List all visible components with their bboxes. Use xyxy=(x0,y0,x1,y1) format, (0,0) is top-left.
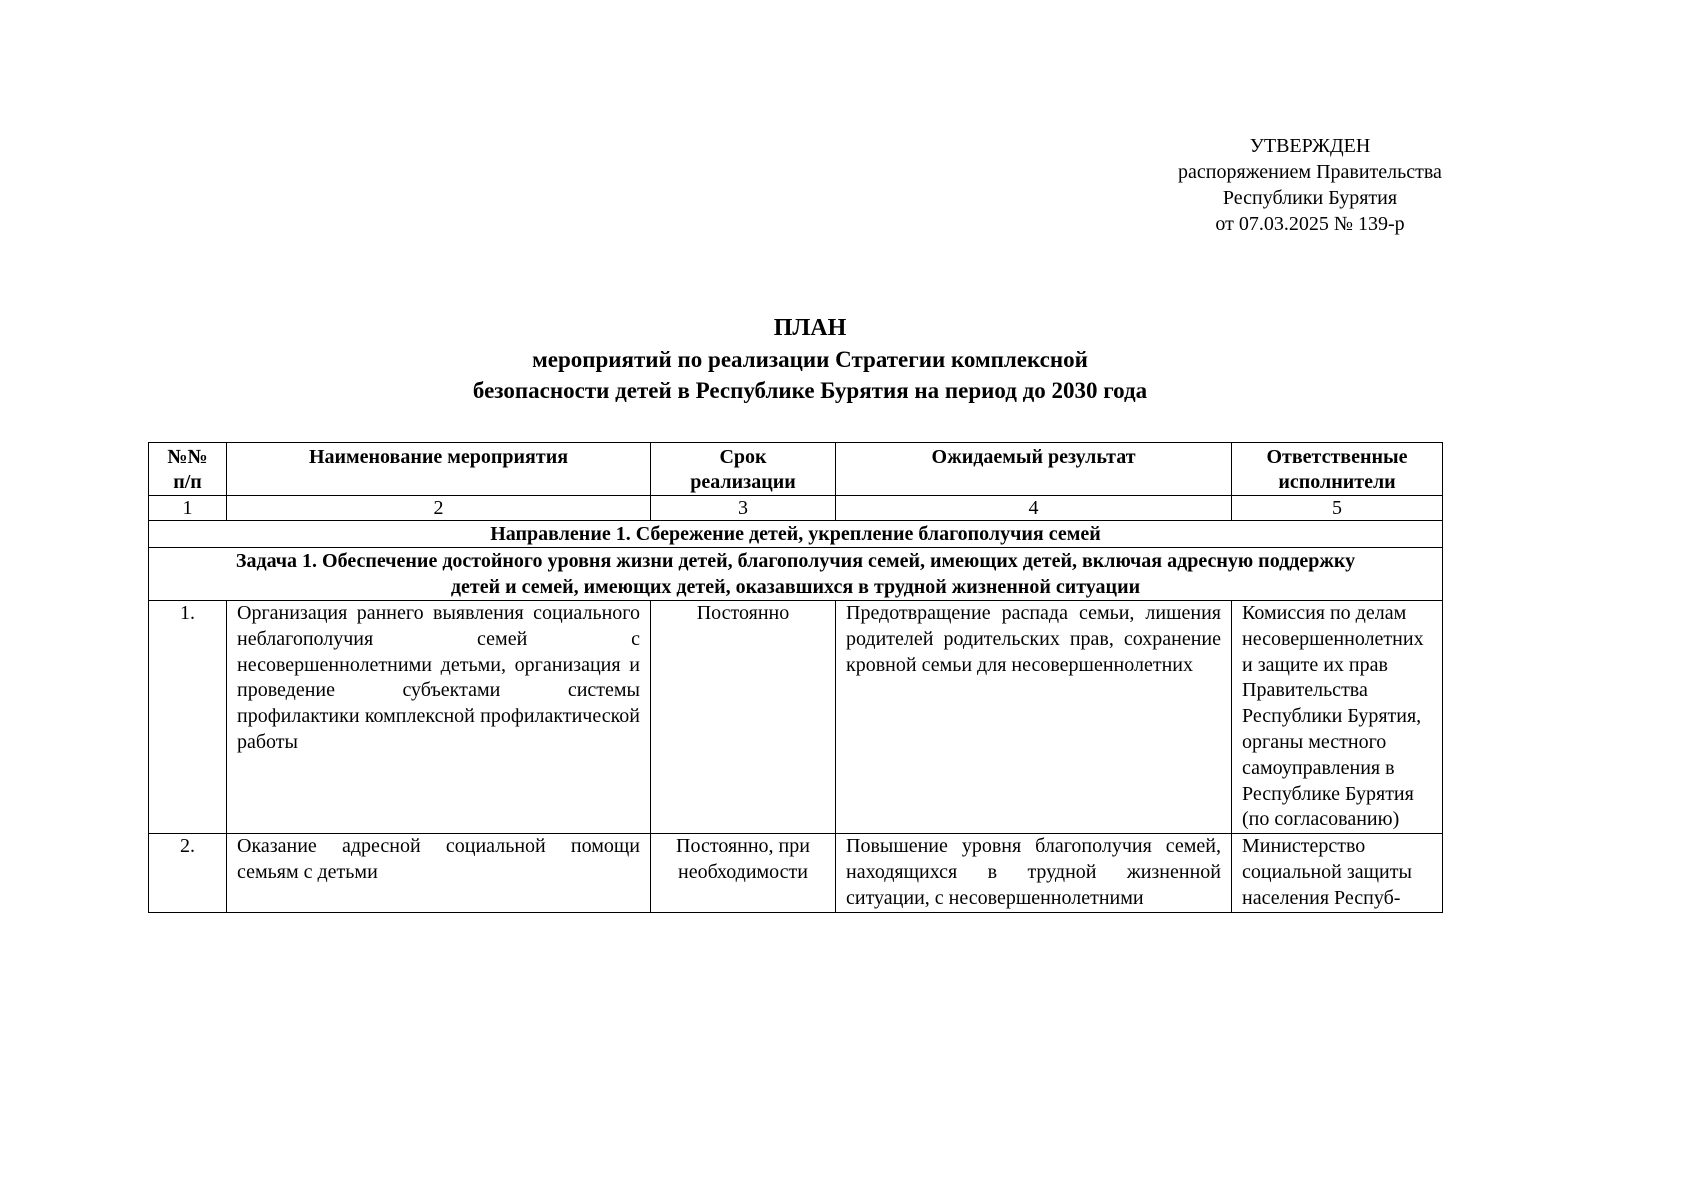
title-subtitle-line2: безопасности детей в Республике Бурятия на период до 2030 года xyxy=(472,378,1148,403)
column-number: 3 xyxy=(651,496,836,521)
column-number: 5 xyxy=(1232,496,1443,521)
responsible-line: Комиссия по делам несовершеннолетних и защите их прав Правительства Республики Бурятия, xyxy=(1242,602,1424,728)
approval-authority: Республики Бурятия xyxy=(1222,187,1398,209)
document-title xyxy=(300,313,1320,406)
event-name: Оказание адресной социальной помощи семьям с детьми xyxy=(227,834,651,912)
approval-order-type: распоряжением Правительства xyxy=(1178,161,1442,183)
approval-status: УТВЕРЖДЕН xyxy=(1249,135,1371,157)
task-heading-line2: детей и семей, имеющих детей, оказавшихся в трудной жизненной ситуации xyxy=(450,576,1141,598)
event-term: Постоянно, при необходимости xyxy=(651,834,836,912)
column-number: 2 xyxy=(227,496,651,521)
row-number: 1. xyxy=(149,601,227,834)
event-term: Постоянно xyxy=(651,601,836,834)
table-row xyxy=(149,834,1443,912)
event-responsible xyxy=(1232,601,1443,834)
event-responsible xyxy=(1232,834,1443,912)
column-number: 4 xyxy=(836,496,1232,521)
table-row xyxy=(149,601,1443,834)
row-number: 2. xyxy=(149,834,227,912)
task-heading-line1: Задача 1. Обеспечение достойного уровня жизни детей, благополучия семей, имеющих детей, включая адресную поддержку xyxy=(235,550,1356,572)
approval-date-number: от 07.03.2025 № 139-р xyxy=(1215,213,1405,235)
event-result: Повышение уровня благополучия семей, находящихся в трудной жизненной ситуации, с несовершеннолетними xyxy=(836,834,1232,912)
event-name: Организация раннего выявления социального неблагополучия семей с несовершеннолетними детьми, организация и проведение субъектами системы профилактики комплексной профилактической работы xyxy=(227,601,651,834)
title-subtitle-line1: мероприятий по реализации Стратегии комплексной xyxy=(532,347,1088,372)
event-result: Предотвращение распада семьи, лишения родителей родительских прав, сохранение кровной семьи для несовершеннолетних xyxy=(836,601,1232,834)
plan-table xyxy=(148,442,1443,913)
header-term: Срок реализации xyxy=(651,443,836,496)
header-responsible: Ответственные исполнители xyxy=(1232,443,1443,496)
title-main: ПЛАН xyxy=(773,315,847,341)
column-numbers-row xyxy=(149,496,1443,521)
task-heading xyxy=(149,548,1443,601)
header-event-name: Наименование мероприятия xyxy=(227,443,651,496)
responsible-line: Министерство социальной защиты населения Респуб- xyxy=(1242,835,1412,909)
responsible-line: органы местного самоуправления в Республике Бурятия (по согласованию) xyxy=(1242,730,1414,831)
approval-stamp xyxy=(1150,133,1470,237)
column-number: 1 xyxy=(149,496,227,521)
task-row xyxy=(149,548,1443,601)
direction-row xyxy=(149,521,1443,548)
direction-heading: Направление 1. Сбережение детей, укрепление благополучия семей xyxy=(149,521,1443,548)
header-expected-result: Ожидаемый результат xyxy=(836,443,1232,496)
header-number: №№ п/п xyxy=(149,443,227,496)
table-header-row xyxy=(149,443,1443,496)
